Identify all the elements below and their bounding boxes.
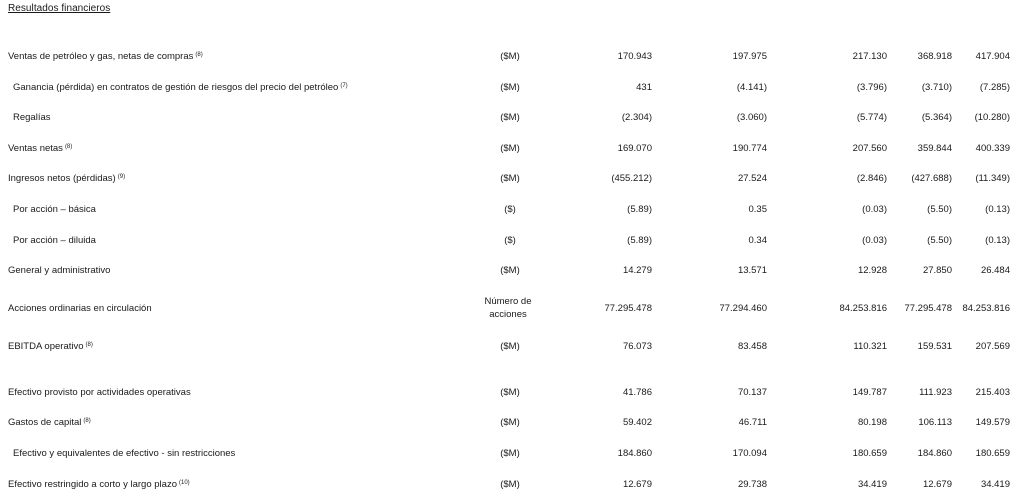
row-unit: ($M)	[500, 143, 520, 154]
value-cell: 106.113	[918, 417, 952, 428]
value-cell: 84.253.816	[839, 303, 887, 314]
row-label: Ventas netas $^{(8)}$	[8, 143, 73, 154]
row-unit: ($M)	[500, 82, 520, 93]
row-unit: ($M)	[500, 448, 520, 459]
value-cell: 149.579	[975, 417, 1010, 428]
footnote-ref: (8)	[83, 418, 91, 424]
row-label: Efectivo provisto por actividades operativas	[8, 387, 191, 398]
value-cell: 184.860	[617, 448, 652, 459]
value-cell: (427.688)	[911, 173, 952, 184]
value-cell: 27.850	[922, 265, 952, 276]
row-label: Ingresos netos (pérdidas) $^{(9)}$	[8, 173, 126, 184]
row-label: Efectivo restringido a corto y largo plazo $^{(10)}$	[8, 479, 190, 490]
value-cell: (10.280)	[974, 112, 1010, 123]
value-cell: 13.571	[737, 265, 767, 276]
value-cell: 111.923	[919, 387, 952, 398]
row-unit: Número de acciones	[484, 296, 532, 320]
value-cell: (7.285)	[979, 82, 1010, 93]
row-label: Efectivo y equivalentes de efectivo - sin restricciones	[13, 448, 236, 459]
value-cell: 26.484	[980, 265, 1010, 276]
row-label: Por acción – diluida	[13, 235, 96, 246]
value-cell: 14.279	[622, 265, 652, 276]
value-cell: 83.458	[737, 341, 767, 352]
row-label: Ventas de petróleo y gas, netas de compras $^{(8)}$	[8, 51, 203, 62]
value-cell: 12.679	[922, 479, 952, 490]
value-cell: (4.141)	[736, 82, 767, 93]
value-cell: 359.844	[917, 143, 952, 154]
table-row	[0, 340, 1024, 354]
row-unit: ($M)	[500, 387, 520, 398]
row-label: Ganancia (pérdida) en contratos de gestión de riesgos del precio del petróleo $^{(7)}$	[13, 82, 348, 93]
value-cell: 170.943	[617, 51, 652, 62]
row-unit: ($M)	[500, 265, 520, 276]
value-cell: 12.928	[857, 265, 887, 276]
value-cell: 46.711	[738, 417, 767, 428]
table-row	[0, 264, 1024, 278]
table-row	[0, 447, 1024, 461]
value-cell: 149.787	[852, 387, 887, 398]
value-cell: 84.253.816	[962, 303, 1010, 314]
row-unit: ($M)	[500, 341, 520, 352]
row-label: EBITDA operativo $^{(8)}$	[8, 341, 93, 352]
table-row	[0, 478, 1024, 492]
value-cell: 34.419	[980, 479, 1010, 490]
value-cell: 59.402	[622, 417, 652, 428]
row-unit: ($M)	[500, 479, 520, 490]
value-cell: 169.070	[617, 143, 652, 154]
value-cell: 207.560	[852, 143, 887, 154]
row-unit: ($M)	[500, 112, 520, 123]
value-cell: 70.137	[737, 387, 767, 398]
value-cell: 217.130	[852, 51, 887, 62]
row-label: Acciones ordinarias en circulación	[8, 303, 152, 314]
value-cell: 0.35	[748, 204, 767, 215]
table-row	[0, 172, 1024, 186]
value-cell: 77.295.478	[904, 303, 952, 314]
value-cell: (5.364)	[921, 112, 952, 123]
table-row	[0, 416, 1024, 430]
row-unit: ($)	[504, 235, 516, 246]
value-cell: (3.796)	[856, 82, 887, 93]
row-label: Regalías	[13, 112, 51, 123]
footnote-ref: (8)	[195, 52, 203, 58]
table-row	[0, 296, 1024, 320]
footnote-ref: (9)	[117, 174, 126, 180]
value-cell: 400.339	[975, 143, 1010, 154]
footnote-ref: (8)	[64, 144, 73, 150]
value-cell: 207.569	[975, 341, 1010, 352]
row-label: General y administrativo	[8, 265, 111, 276]
value-cell: (5.50)	[927, 235, 952, 246]
row-unit: ($M)	[500, 51, 520, 62]
row-label: Por acción – básica	[13, 204, 96, 215]
footnote-ref: (7)	[340, 83, 348, 89]
row-label: Gastos de capital $^{(8)}$	[8, 417, 91, 428]
value-cell: 0.34	[748, 235, 767, 246]
value-cell: 431	[636, 82, 652, 93]
value-cell: (5.50)	[927, 204, 952, 215]
section-title: Resultados financieros	[8, 3, 111, 14]
table-row	[0, 142, 1024, 156]
value-cell: 27.524	[737, 173, 767, 184]
table-row	[0, 203, 1024, 217]
value-cell: 190.774	[732, 143, 767, 154]
value-cell: (0.03)	[862, 235, 887, 246]
footnote-ref: (10)	[178, 480, 190, 486]
value-cell: 34.419	[857, 479, 887, 490]
value-cell: (3.060)	[736, 112, 767, 123]
value-cell: 180.659	[975, 448, 1010, 459]
value-cell: (3.710)	[921, 82, 952, 93]
value-cell: (2.304)	[621, 112, 652, 123]
value-cell: (0.03)	[862, 204, 887, 215]
value-cell: (0.13)	[985, 235, 1010, 246]
value-cell: 170.094	[732, 448, 767, 459]
table-row	[0, 50, 1024, 64]
value-cell: 77.294.460	[719, 303, 767, 314]
footnote-ref: (8)	[85, 342, 93, 348]
value-cell: 215.403	[975, 387, 1010, 398]
row-unit: ($M)	[500, 417, 520, 428]
value-cell: 12.679	[622, 479, 652, 490]
value-cell: 80.198	[857, 417, 887, 428]
value-cell: 184.860	[917, 448, 952, 459]
table-row	[0, 81, 1024, 95]
value-cell: 41.786	[622, 387, 652, 398]
value-cell: (2.846)	[856, 173, 887, 184]
row-unit: ($M)	[500, 173, 520, 184]
value-cell: 159.531	[917, 341, 952, 352]
value-cell: 180.659	[852, 448, 887, 459]
value-cell: (5.774)	[856, 112, 887, 123]
table-row	[0, 111, 1024, 125]
value-cell: 197.975	[732, 51, 767, 62]
value-cell: 29.738	[737, 479, 767, 490]
value-cell: 110.321	[853, 341, 887, 352]
value-cell: 417.904	[975, 51, 1010, 62]
value-cell: 76.073	[622, 341, 652, 352]
row-unit: ($)	[504, 204, 516, 215]
value-cell: (11.349)	[975, 173, 1010, 184]
table-row	[0, 386, 1024, 400]
value-cell: 368.918	[917, 51, 952, 62]
value-cell: 77.295.478	[604, 303, 652, 314]
table-row	[0, 234, 1024, 248]
value-cell: (0.13)	[985, 204, 1010, 215]
value-cell: (455.212)	[611, 173, 652, 184]
value-cell: (5.89)	[627, 235, 652, 246]
value-cell: (5.89)	[627, 204, 652, 215]
